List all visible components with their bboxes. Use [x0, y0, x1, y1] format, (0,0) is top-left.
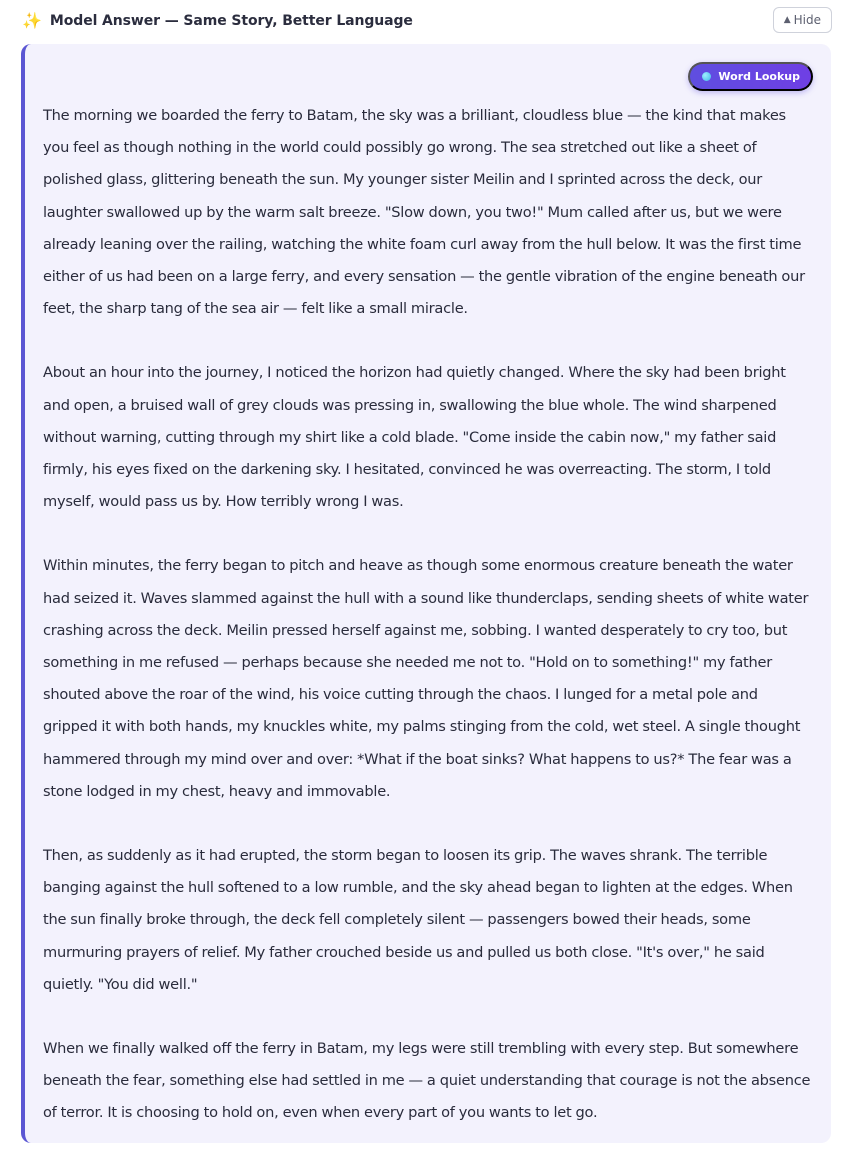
section-header — [22, 6, 832, 36]
story-paragraph: The morning we boarded the ferry to Batam, the sky was a brilliant, cloudless blue — the kind that makes you feel as though nothing in the world could possibly go wrong. The sea stretched out like a sheet of polished glass, glittering beneath the sun. My younger sister Meilin and I sprinted across the deck, our laughter swallowed up by the warm salt breeze. "Slow down, you two!" Mum called after us, but we were already leaning over the railing, watching the white foam curl away from the hull below. It was the first time either of us had been on a large ferry, and every sensation — the gentle vibration of the engine beneath our feet, the sharp tang of the sea air — felt like a small miracle. — [43, 107, 805, 318]
model-answer-card — [21, 44, 831, 1143]
search-icon — [702, 72, 711, 81]
story-paragraph: When we finally walked off the ferry in Batam, my legs were still trembling with every step. But somewhere beneath the fear, something else had settled in me — a quiet understanding that courage is not the absence of terror. It is choosing to hold on, even when every part of you wants to let go. — [43, 1040, 811, 1122]
story-text — [43, 100, 815, 1143]
word-lookup-label: Word Lookup — [718, 70, 800, 83]
story-paragraph: Within minutes, the ferry began to pitch and heave as though some enormous creature beneath the water had seized it. Waves slammed against the hull with a sound like thunderclaps, sending sheets of white water crashing across the deck. Meilin pressed herself against me, sobbing. I wanted desperately to cry too, but something in me refused — perhaps because she needed me not to. "Hold on to something!" my father shouted above the roar of the wind, his voice cutting through the chaos. I lunged for a metal pole and gripped it with both hands, my knuckles white, my palms stinging from the cold, wet steel. A single thought hammered through my mind over and over: *What if the boat sinks? What happens to us?* The fear was a stone lodged in my chest, heavy and immovable. — [43, 557, 809, 800]
word-lookup-button[interactable] — [688, 62, 813, 91]
hide-button[interactable] — [773, 7, 832, 33]
hide-button-label: Hide — [793, 13, 821, 27]
story-paragraph: About an hour into the journey, I noticed the horizon had quietly changed. Where the sky had been bright and open, a bruised wall of grey clouds was pressing in, swallowing the blue whole. The wind sharpened without warning, cutting through my shirt like a cold blade. "Come inside the cabin now," my father said firmly, his eyes fixed on the darkening sky. I hesitated, convinced he was overreacting. The storm, I told myself, would pass us by. How terribly wrong I was. — [43, 364, 786, 511]
sparkle-icon: ✨ — [22, 11, 42, 30]
story-paragraph: Then, as suddenly as it had erupted, the storm began to loosen its grip. The waves shrank. The terrible banging against the hull softened to a low rumble, and the sky ahead began to lighten at the edges. When the sun finally broke through, the deck fell completely silent — passengers bowed their heads, some murmuring prayers of relief. My father crouched beside us and pulled us both close. "It's over," he said quietly. "You did well." — [43, 847, 793, 993]
section-title: Model Answer — Same Story, Better Language — [49, 13, 413, 29]
triangle-up-icon: ▲ — [783, 15, 791, 25]
